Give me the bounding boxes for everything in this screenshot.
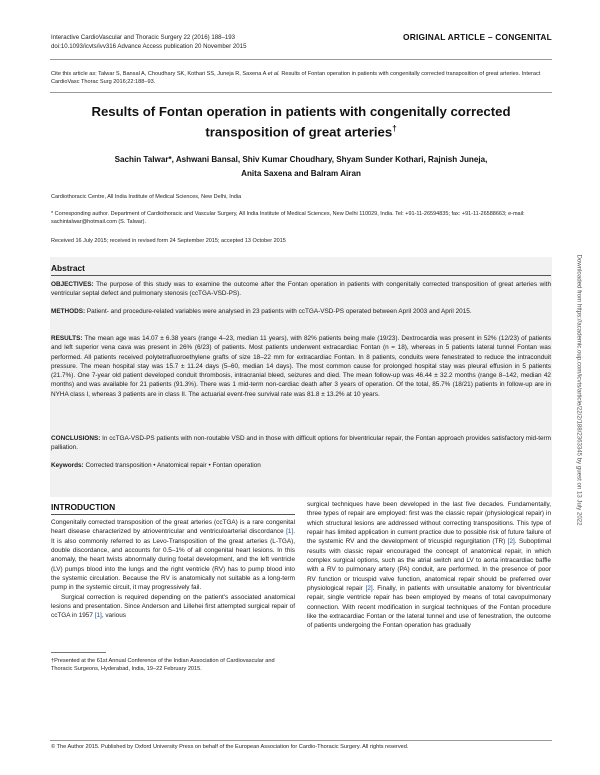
doi-line: doi:10.1093/icvts/ivv316 Advance Access publication 20 November 2015 [51,42,247,50]
intro-left-column [51,518,295,621]
intro-p2-text-2: , various [101,612,126,620]
abstract-conclusions [51,434,551,453]
citation-text: Cite this article as: Talwar S, Bansal A, Choudhary SK, Kothari SS, Juneja R, Saxena A [51,71,268,77]
objectives-label: OBJECTIVES: [51,281,94,288]
results-label: RESULTS: [51,335,83,342]
conclusions-label: CONCLUSIONS: [51,435,101,442]
objectives-text: The purpose of this study was to examine the outcome after the Fontan operation in patients with congenitally corrected transposition of great arteries with ventricular septal defect and pulmonary stenosis (ccTGA-VSD-PS). [51,281,551,298]
title-line-1: Results of Fontan operation in patients with congenitally corrected [91,104,511,119]
reference-link-2[interactable]: [2] [507,538,515,546]
methods-text: Patient- and procedure-related variables were analysed in 23 patients with ccTGA-VSD-PS operated between April 2003 and April 2015. [85,308,472,315]
abstract-heading: Abstract [51,263,85,273]
journal-citation-line: Interactive CardioVascular and Thoracic Surgery 22 (2016) 188–193 [51,34,236,41]
article-type-label: ORIGINAL ARTICLE – CONGENITAL [403,32,552,42]
header-rule [50,59,552,60]
results-text: The mean age was 14.07 ± 6.38 years (range 4–23, median 11 years), with 82% patients being male (19/23). Dextrocardia was present in 52% (12/23) of patients and left superior vena cava was present in 26% (6/23) of patients. Most patients underwent extracardiac Fontan (n = 18), whereas in 5 patients lateral tunnel Fontan was performed. All patients received polytetrafluoroethylene grafts of size 18–22 mm for extracardiac Fontan. In 8 patients, conduits were fenestrated to reduce the intraconduit pressure. The mean hospital stay was 15.7 ± 11.24 days (5–60, median 14 days). The most common cause for prolonged hospital stay was pleural effusion in 5 patients (21.7%). One 7-year old patient developed conduit thrombosis, intracranial bleed, seizures and died. The mean follow-up was 46.44 ± 32.2 months (range 8–142, median 42 months) and was available for 21 patients (91.3%). There was 1 mid-term non-cardiac death after 3 years of operation. Of the total, 85.7% (18/21) patients in follow-up are in NYHA class I, whereas 3 patients are in class II. The actuarial event-free survival rate was 81.8 ± 13.2% at 10 years. [51,335,551,398]
intro-right-column [307,500,551,631]
keywords-text: Corrected transposition • Anatomical repair • Fontan operation [83,462,261,469]
intro-paragraph-2 [51,593,295,621]
introduction-rule [51,514,295,515]
article-title [50,103,552,140]
intro-right-paragraph [307,500,551,631]
intro-p1-text-2: . It is also commonly referred to as Levo-Transposition of the great arteries (L-TGA), double discordance, and accounts for 0.5–1% of all congenital heart lesions. In this anomaly, the heart twists abnormally during foetal development, and the left ventricle (LV) pumps blood into the lungs and the right ventricle (RV) has to pump blood into the systemic circulation. Because the RV is anatomically not suitable as a long-term pump in the systemic circuit, it may progressively fail. [51,528,295,592]
conclusions-text: In ccTGA-VSD-PS patients with non-routable VSD and in those with difficult options for biventricular repair, the Fontan approach provides satisfactory mid-term palliation. [51,435,551,452]
intro-right-text-3: . Finally, in patients with unsuitable anatomy for biventricular repair, single ventricle repair has been employed by means of total cavopulmonary connection. With recent modification in surgical techniques of the Fontan procedure like the extracardiac Fontan or the lateral tunnel and use of fenestration, the outcome of patients undergoing the Fontan operation has gradually [307,585,551,630]
reference-link-1b[interactable]: [1] [94,612,102,620]
citation-rule [50,92,552,93]
abstract-objectives [51,280,551,299]
footer-rule [50,740,552,741]
footnote-rule [51,652,106,653]
methods-label: METHODS: [51,308,86,315]
title-footnote-mark: † [392,124,397,133]
cite-this-article [51,70,551,86]
intro-right-text: surgical techniques have been developed in the last five decades. Fundamentally, three types of repair are employed: first was the classic repair (physiological repair) in which structural lesions are addressed without correcting transpositions. This type of repair has limited application in current practice due to possible risk of future failure of the systemic RV and the development of tricuspid regurgitation (TR) [307,501,551,546]
affiliation: Cardiothoracic Centre, All India Institute of Medical Sciences, New Delhi, India [51,194,242,200]
reference-link-2b[interactable]: [2] [365,585,373,593]
intro-p1-text: Congenitally corrected transposition of the great arteries (ccTGA) is a rare congenital heart disease characterized by atrioventricular and ventriculoarterial discordance [51,519,295,536]
authors-line-1: Sachin Talwar*, Ashwani Bansal, Shiv Kumar Choudhary, Shyam Sunder Kothari, Rajnish Juneja, [114,155,488,164]
abstract-keywords [51,461,551,470]
intro-p2-text: Surgical correction is required depending on the patient's associated anatomical lesions and presentation. Since Anderson and Lillehei first attempted surgical repair of ccTGA in 1957 [51,593,295,620]
author-list [50,153,552,181]
citation-text-2: Results of Fontan operation in patients with congenitally corrected transposition of great arteries. Interact CardioVasc Thorac Surg 2016;22:188–93. [51,71,541,85]
presentation-footnote: †Presented at the 61st Annual Conference of the Indian Association of Cardiovascular and Thoracic Surgeons, Hyderabad, India, 19–22 February 2015. [51,658,275,672]
copyright-notice: © The Author 2015. Published by Oxford University Press on behalf of the European Association for Cardio-Thoracic Surgery. All rights reserved. [51,744,409,750]
authors-line-2: Anita Saxena and Balram Airan [241,169,361,178]
download-notice-text: Downloaded from https://academic.oup.com/icvts/article/22/2/188/2363345 by guest on 13 July 2022 [575,254,583,526]
journal-header [51,34,246,51]
download-notice-sidebar [572,210,586,570]
corresponding-author: * Corresponding author. Department of Cardiothoracic and Vascular Surgery, All India Institute of Medical Sciences, New Delhi 110029, India. Tel: +91-11-26594835; fax: +91-11-26588663; e-mail: sachintalwar@hotmail.com (S. Talwar). [51,211,525,225]
title-line-2: transposition of great arteries [205,124,393,140]
intro-right-text-2: . Suboptimal results with classic repair encouraged the concept of anatomical repair, in which complex surgical options, such as the atrial switch and LV to aorta intracardiac baffle with a RV to pulmonary artery (PA) conduit, are performed. In the presence of poor RV function or tricuspid valve function, anatomical repair should be preferred over physiological repair [307,538,551,593]
reference-link-1[interactable]: [1] [286,528,294,536]
abstract-methods [51,307,551,316]
received-dates: Received 16 July 2015; received in revised form 24 September 2015; accepted 13 October 2015 [51,238,286,244]
introduction-heading: INTRODUCTION [51,502,116,512]
abstract-results [51,334,551,399]
keywords-label: Keywords: [51,462,84,469]
abstract-rule [51,275,551,276]
intro-paragraph-1 [51,518,295,593]
citation-etal: et al. [267,71,280,77]
